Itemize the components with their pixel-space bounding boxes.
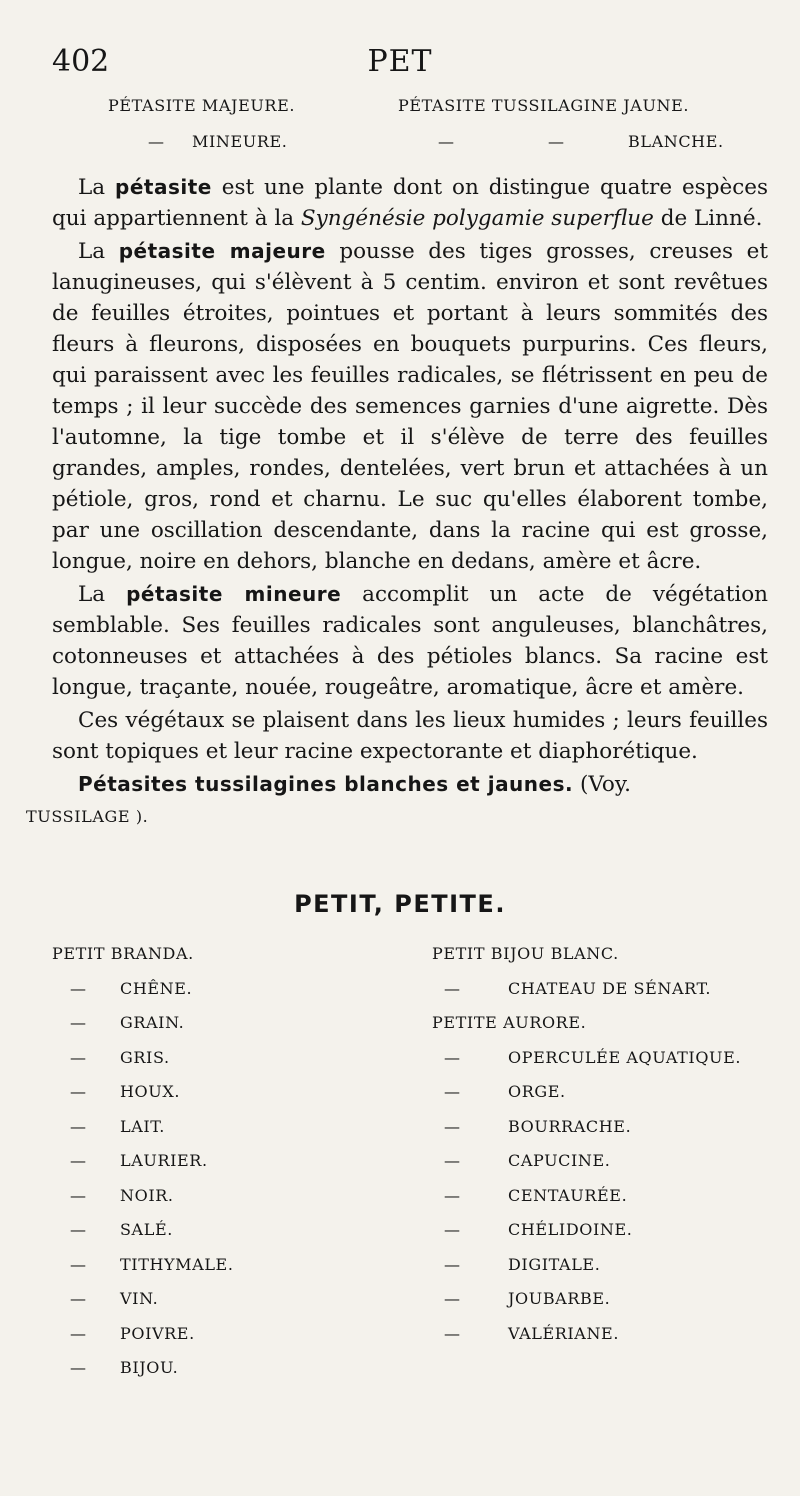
list-item: — BIJOU.	[70, 1358, 179, 1377]
bold-term-mineure: pétasite mineure	[126, 582, 342, 606]
list-item: — SALÉ.	[70, 1220, 173, 1239]
list-item: — CHATEAU DE SÉNART.	[444, 978, 712, 998]
section-title: PETIT, PETITE.	[294, 890, 506, 918]
list-item: — LAIT.	[70, 1116, 165, 1136]
running-title: PET	[367, 44, 433, 79]
list-item: — CAPUCINE.	[444, 1151, 611, 1170]
crossref-tussilage: TUSSILAGE ).	[26, 807, 149, 826]
right-name-list	[432, 944, 741, 1358]
list-item: — VIN.	[70, 1289, 159, 1308]
list-item: — TITHYMALE.	[70, 1254, 234, 1274]
list-item: — GRAIN.	[70, 1013, 185, 1032]
list-item: PETIT BRANDA.	[52, 944, 194, 963]
page-number: 402	[52, 44, 110, 79]
paragraph-majeure: La pétasite majeure pousse des tiges grosses, creuses et lanugineuses, qui s'élèvent à 5 centim. environ et sont revêtues de feuilles étroites, pointues et portant à leurs sommités des fleurs à fleurons, disposées en bouquets purpurins. Ces fleurs, qui paraissent avec les feuilles radicales, se flétrissent en peu de temps ; il leur succède des semences garnies d'une aigrette. Dès l'automne, la tige tombe et il s'élève de terre des feuilles grandes, amples, rondes, dentelées, vert brun et attachées à un pétiole, gros, rond et charnu. Le suc qu'elles élaborent tombe, par une oscillation descendante, dans la racine qui est grosse, longue, noire en dehors, blanche en dedans, amère et âcre.	[52, 239, 768, 574]
list-item: — HOUX.	[70, 1082, 181, 1101]
top-name-left-2: MINEURE.	[192, 132, 288, 151]
paragraph-intro: La pétasite est une plante dont on distingue quatre espèces qui appartiennent à la Syngénésie polygamie superflue de Linné.	[52, 175, 768, 231]
list-item: — OPERCULÉE AQUATIQUE.	[444, 1047, 742, 1067]
top-name-right-2-dash2: —	[548, 132, 565, 151]
bold-term-tussilagines: Pétasites tussilagines blanches et jaunes.	[78, 772, 574, 796]
top-name-left-1: PÉTASITE MAJEURE.	[108, 96, 296, 115]
list-item: PETIT BIJOU BLANC.	[432, 944, 619, 963]
list-item: — POIVRE.	[70, 1323, 195, 1343]
article-body	[26, 172, 768, 832]
bold-term-majeure: pétasite majeure	[118, 239, 326, 263]
list-item: — CHÊNE.	[70, 978, 193, 998]
italic-classification: Syngénésie polygamie superflue	[300, 206, 654, 231]
list-item: — GRIS.	[70, 1047, 170, 1067]
list-item: — CHÉLIDOINE.	[444, 1220, 633, 1239]
list-item: — VALÉRIANE.	[444, 1323, 620, 1343]
top-name-left-2-dash: —	[148, 132, 165, 151]
paragraph-crossref: Pétasites tussilagines blanches et jaunes. (Voy. TUSSILAGE ).	[26, 772, 631, 826]
paragraph-habitat: Ces végétaux se plaisent dans les lieux humides ; leurs feuilles sont topiques et leur racine expectorante et diaphorétique.	[52, 708, 768, 764]
paragraph-mineure: La pétasite mineure accomplit un acte de végétation semblable. Ses feuilles radicales sont anguleuses, blanchâtres, cotonneuses et attachées à des pétioles blancs. Sa racine est longue, traçante, nouée, rougeâtre, aromatique, âcre et amère.	[52, 582, 768, 700]
list-item: — DIGITALE.	[444, 1254, 601, 1274]
top-name-right-1: PÉTASITE TUSSILAGINE JAUNE.	[398, 96, 690, 115]
list-item: — LAURIER.	[70, 1151, 208, 1170]
left-name-list	[52, 944, 234, 1393]
list-item: — ORGE.	[444, 1082, 566, 1101]
list-item: PETITE AURORE.	[432, 1013, 587, 1032]
list-item: — JOUBARBE.	[444, 1289, 611, 1308]
top-name-right-2: BLANCHE.	[628, 132, 724, 151]
bold-term-petasite: pétasite	[115, 175, 212, 199]
list-item: — CENTAURÉE.	[444, 1185, 628, 1205]
list-item: — BOURRACHE.	[444, 1116, 632, 1136]
top-name-right-2-dash1: —	[438, 132, 455, 151]
list-item: — NOIR.	[70, 1185, 174, 1205]
